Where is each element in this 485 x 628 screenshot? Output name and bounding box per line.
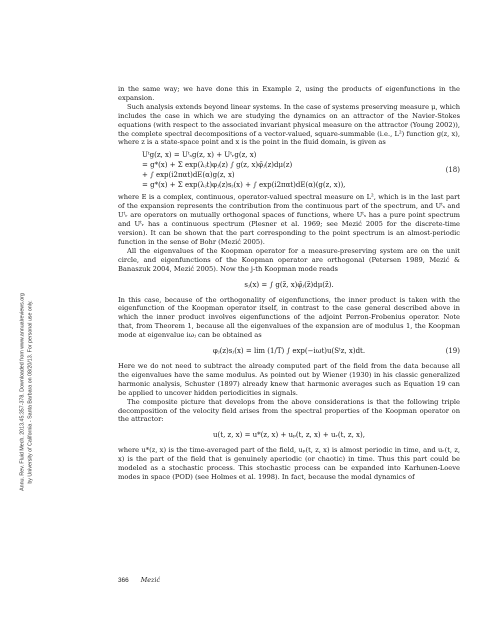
page-number: 366 <box>118 577 129 584</box>
watermark-text <box>20 222 35 562</box>
paragraph-8: where u*(z, x) is the time-averaged part of the field, uₚ(t, z, x) is almost periodic in time, and uᵣ(t, z, x) is the part of the field that is genuinely aperiodic (or chaotic) in time. Thus this part could be modeled as a stochastic process. This stochastic process can be expanded into Karhunen-Loeve modes in space (POD) (see Holmes et al. 1998). In fact, because the modal dynamics of <box>118 446 460 482</box>
paragraph-3: where E is a complex, continuous, operator-valued spectral measure on L², which is in the last part of the expansion represents the contribution from the continuous part of the spectrum, and Uᵗₛ and Uᵗᵣ are operators on mutually orthogonal spaces of functions, where Uᵗₛ has a pure point spectrum and Uᵗᵣ has a continuous spectrum (Plesner et al. 1969; see Mezić 2005 for the discrete-time version). It can be shown that the part corresponding to the point spectrum is an almost-periodic function in the sense of Bohr (Mezić 2005). <box>118 193 460 246</box>
paragraph-2: Such analysis extends beyond linear systems. In the case of systems preserving measure μ, which includes the case in which we are studying the dynamics on an attractor of the Navier-Stokes equations (with respect to the associated invariant physical measure on the attractor (Young 2002)), the complete spectral decompositions of a vector-valued, square-summable (i.e., L²) function g(z, x), where z is a state-space point and x is the point in the fluid domain, is given as <box>118 102 460 147</box>
equation-18 <box>118 150 460 190</box>
paragraph-6: Here we do not need to subtract the already computed part of the field from the data because all the eigenvalues have the same modulus. As pointed out by Wiener (1930) in his classic generalized harmonic analysis, Schuster (1897) already knew that harmonic averages such as Equation 19 can be applied to uncover hidden periodicities in signals. <box>118 362 460 397</box>
paragraph-4: All the eigenvalues of the Koopman operator for a measure-preserving system are on the unit circle, and eigenfunctions of the Koopman operator are orthogonal (Petersen 1989, Mezić & Banaszuk 2004, Mezić 2005). Now the j-th Koopman mode reads <box>118 246 460 273</box>
equation-triple-decomposition <box>118 429 460 441</box>
text-column <box>118 85 460 482</box>
equation-19-text: φⱼ(z)sⱼ(x) = lim (1/T) ∫ exp(−iωt)u(Sᵗz, x)dt. <box>212 347 366 356</box>
watermark-line-2: by University of California - Santa Barbara on 08/20/13. For personal use only. <box>27 300 33 484</box>
running-author: Mezić <box>140 576 161 584</box>
equation-18-line-2: = g*(x) + Σ exp(λⱼt)φⱼ(z) ∫ g(z, x)φ̄ⱼ(z)dμ(z) <box>142 161 293 170</box>
equation-19 <box>118 345 460 357</box>
watermark-line-1: Annu. Rev. Fluid Mech. 2013.45:357-378. Downloaded from www.annualreviews.org <box>19 293 26 491</box>
paragraph-1: in the same way; we have done this in Example 2, using the products of eigenfunctions in the expansion. <box>118 85 460 102</box>
equation-triple-text: u(t, z, x) = u*(z, x) + uₚ(t, z, x) + uᵣ(t, z, x), <box>213 431 365 440</box>
equation-18-number: (18) <box>445 166 460 175</box>
page-footer <box>118 576 160 584</box>
equation-koopman-mode <box>118 279 460 291</box>
equation-koopman-mode-text: sⱼ(x) = ∫ g(z̃, x)φ̄ⱼ(z̃)dμ(z̃). <box>244 280 334 289</box>
equation-18-line-1: Uᵗg(z, x) = Uᵗₛg(z, x) + Uᵗᵣg(z, x) <box>142 151 257 160</box>
equation-18-line-4: = g*(x) + Σ exp(λⱼt)φⱼ(z)sⱼ(x) + ∫ exp(i2παt)dE(α)(g(z, x)), <box>142 181 346 190</box>
download-watermark <box>12 222 42 562</box>
paragraph-7: The composite picture that develops from the above considerations is that the following triple decomposition of the velocity field arises from the spectral properties of the Koopman operator on the attractor: <box>118 397 460 424</box>
equation-18-line-3: + ∫ exp(i2παt)dE(α)g(z, x) <box>142 171 235 180</box>
equation-19-number: (19) <box>445 347 460 356</box>
paragraph-5: In this case, because of the orthogonality of eigenfunctions, the inner product is taken with the eigenfunction of the Koopman operator itself, in contrast to the case general described above in which the inner product involves eigenfunctions of the adjoint Perron-Frobenius operator. Note that, from Theorem 1, because all the eigenvalues of the expansion are of modulus 1, the Koopman mode at eigenvalue iωⱼ can be obtained as <box>118 295 460 340</box>
